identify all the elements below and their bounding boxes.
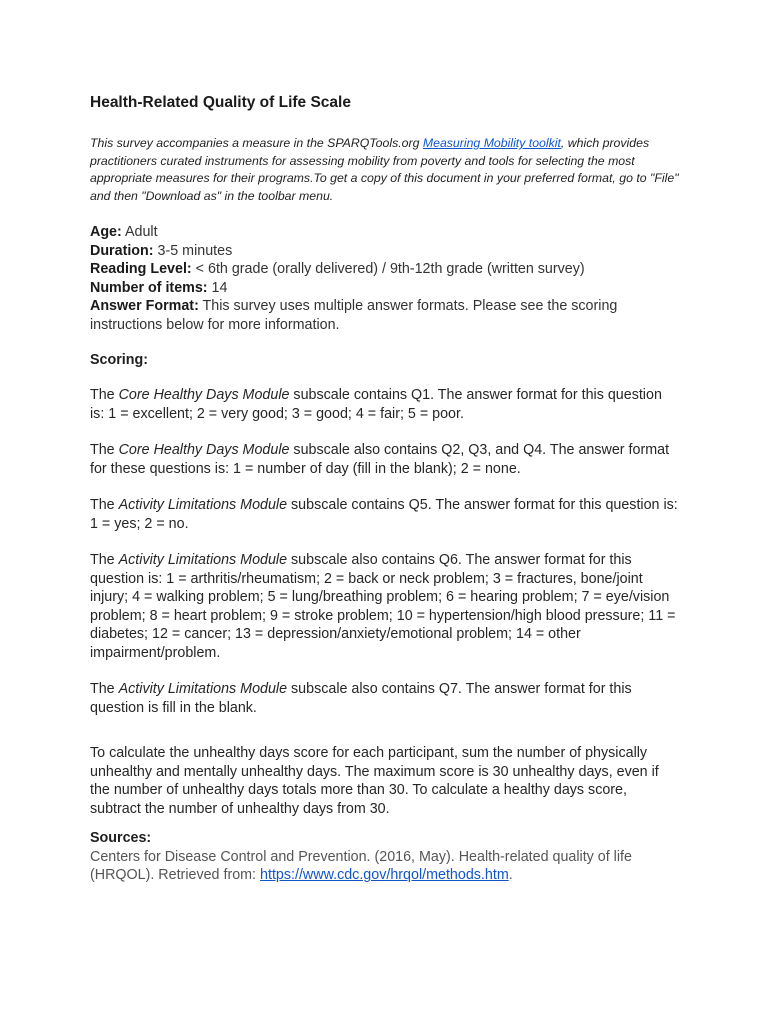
document-page [90, 94, 680, 885]
meta-label: Answer Format: [90, 298, 199, 315]
scoring-paragraph [90, 551, 680, 662]
meta-label: Reading Level: [90, 261, 192, 278]
scoring-text: subscale also contains Q7. The answer format for this question is fill in the blank. [90, 681, 632, 716]
scoring-text: subscale also contains Q2, Q3, and Q4. The answer format for these questions is: 1 = number of day (fill in the blank); 2 = none. [90, 442, 670, 477]
meta-reading-level [90, 260, 680, 279]
scoring-heading: Scoring: [90, 352, 148, 369]
meta-answer-format [90, 297, 680, 334]
meta-duration [90, 242, 680, 261]
meta-label: Age: [90, 224, 122, 241]
scoring-paragraph [90, 386, 680, 423]
intro-paragraph [90, 135, 680, 205]
scoring-text: subscale contains Q5. The answer format for this question is: 1 = yes; 2 = no. [90, 497, 678, 532]
sources-heading: Sources: [90, 830, 152, 847]
sources-citation [90, 848, 680, 885]
intro-text-after: , which provides practitioners curated instruments for assessing mobility from poverty and tools for selecting the most appropriate measures for their programs.To get a copy of this document in your preferred format, go to "File" and then "Download as" in the toolbar menu. [90, 136, 679, 203]
citation-text: Centers for Disease Control and Prevention. (2016, May). Health-related quality of life (HRQOL). Retrieved from: [90, 848, 632, 884]
meta-value: 3-5 minutes [153, 242, 233, 259]
scoring-paragraph [90, 496, 680, 533]
scoring-text: The [90, 387, 119, 404]
scoring-paragraph [90, 441, 680, 478]
calculation-paragraph: To calculate the unhealthy days score for each participant, sum the number of physically unhealthy and mentally unhealthy days. The maximum score is 30 unhealthy days, even if the number of unhealthy days totals more than 30. To calculate a healthy days score, subtract the number of unhealthy days from 30. [90, 745, 659, 817]
citation-end: . [508, 867, 513, 884]
meta-value: Adult [121, 224, 158, 241]
module-name: Activity Limitations Module [118, 681, 288, 698]
meta-value: This survey uses multiple answer formats. Please see the scoring instructions below for more information. [90, 298, 618, 333]
cdc-hrqol-link[interactable]: https://www.cdc.gov/hrqol/methods.htm [260, 867, 509, 884]
intro-text-before: This survey accompanies a measure in the SPARQTools.org [90, 136, 423, 150]
meta-label: Duration: [90, 242, 154, 259]
survey-metadata [90, 223, 680, 334]
meta-number-of-items [90, 279, 680, 298]
scoring-text: subscale contains Q1. The answer format for this question is: 1 = excellent; 2 = very good; 3 = good; 4 = fair; 5 = poor. [90, 387, 662, 422]
meta-age [90, 223, 680, 242]
module-name: Core Healthy Days Module [118, 387, 290, 404]
meta-value: 14 [207, 279, 228, 296]
scoring-text: The [90, 497, 119, 514]
scoring-text: The [90, 681, 119, 698]
document-title: Health-Related Quality of Life Scale [90, 94, 351, 111]
module-name: Core Healthy Days Module [118, 442, 290, 459]
module-name: Activity Limitations Module [118, 552, 288, 569]
scoring-paragraph [90, 680, 680, 717]
scoring-text: The [90, 552, 119, 569]
scoring-text: The [90, 442, 119, 459]
measuring-mobility-link[interactable]: Measuring Mobility toolkit [422, 136, 561, 150]
scoring-text: subscale also contains Q6. The answer format for this question is: 1 = arthritis/rheumatism; 2 = back or neck problem; 3 = fractures, bone/joint injury; 4 = walking problem; 5 = lung/breathing problem; 6 = hearing problem; 7 = eye/vision problem; 8 = heart problem; 9 = stroke problem; 10 = hypertension/high blood pressure; 11 = diabetes; 12 = cancer; 13 = depression/anxiety/emotional problem; 14 = other impairment/problem. [90, 552, 676, 661]
module-name: Activity Limitations Module [118, 497, 288, 514]
meta-label: Number of items: [90, 279, 208, 296]
meta-value: < 6th grade (orally delivered) / 9th-12th grade (written survey) [191, 261, 585, 278]
